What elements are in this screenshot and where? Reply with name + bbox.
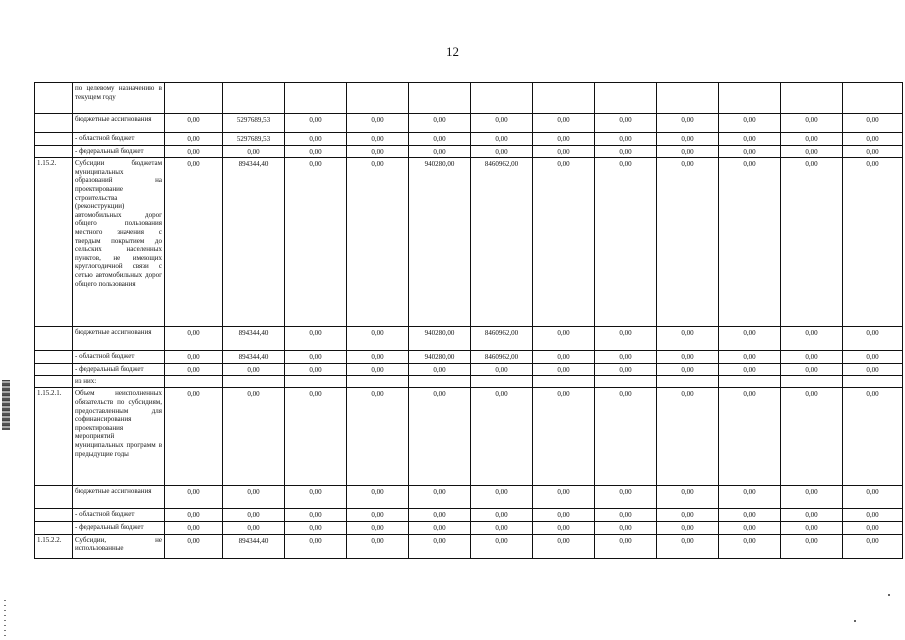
row-code [35,376,73,388]
value-cell [657,376,719,388]
value-cell: 0,00 [409,388,471,486]
value-cell: 0,00 [719,509,781,522]
value-cell [595,376,657,388]
value-cell: 0,00 [347,363,409,376]
value-cell: 8460962,00 [471,351,533,364]
value-cell: 0,00 [533,521,595,534]
value-cell: 0,00 [719,388,781,486]
row-description: - областной бюджет [73,509,165,522]
value-cell: 0,00 [285,114,347,133]
row-description: Субсидии бюджетам муниципальных образований на проектирование строительства (реконструкции) автомобильных дорог общего пользования местного значения с твердым покрытием до сельских населенных пунктов, не имеющих круглогодичной связи с сетью автомобильных дорог общего пользования [73,158,165,327]
value-cell: 0,00 [781,114,843,133]
value-cell: 0,00 [719,114,781,133]
value-cell: 0,00 [595,534,657,558]
value-cell [657,83,719,114]
value-cell: 0,00 [595,363,657,376]
value-cell: 0,00 [533,158,595,327]
value-cell: 0,00 [165,158,223,327]
value-cell: 0,00 [843,327,903,351]
value-cell: 0,00 [533,486,595,509]
row-code: 1.15.2.2. [35,534,73,558]
value-cell: 0,00 [471,521,533,534]
value-cell: 940280,00 [409,351,471,364]
value-cell: 0,00 [843,486,903,509]
value-cell [285,83,347,114]
value-cell: 0,00 [347,158,409,327]
value-cell: 0,00 [471,388,533,486]
row-description: по целевому назначению в текущем году [73,83,165,114]
value-cell: 0,00 [285,509,347,522]
value-cell: 940280,00 [409,327,471,351]
value-cell: 0,00 [719,327,781,351]
value-cell: 0,00 [595,509,657,522]
value-cell: 0,00 [843,363,903,376]
value-cell: 0,00 [657,351,719,364]
value-cell: 0,00 [781,521,843,534]
value-cell [165,376,223,388]
value-cell [347,376,409,388]
value-cell: 0,00 [533,388,595,486]
value-cell: 0,00 [533,114,595,133]
value-cell: 0,00 [657,133,719,146]
value-cell: 8460962,00 [471,327,533,351]
page-number: 12 [446,44,459,59]
value-cell: 0,00 [347,327,409,351]
value-cell: 0,00 [781,363,843,376]
value-cell: 0,00 [347,145,409,158]
value-cell: 0,00 [781,388,843,486]
value-cell: 0,00 [719,521,781,534]
value-cell: 0,00 [409,114,471,133]
value-cell: 0,00 [471,114,533,133]
table-row [35,83,903,114]
row-code [35,145,73,158]
value-cell: 0,00 [657,327,719,351]
value-cell: 0,00 [471,145,533,158]
value-cell [223,83,285,114]
value-cell: 0,00 [285,145,347,158]
value-cell: 0,00 [165,145,223,158]
table-row [35,388,903,486]
row-description: бюджетные ассигнования [73,327,165,351]
value-cell: 0,00 [409,145,471,158]
value-cell: 0,00 [285,363,347,376]
value-cell: 0,00 [843,388,903,486]
value-cell: 0,00 [533,145,595,158]
value-cell: 0,00 [843,509,903,522]
row-description: - федеральный бюджет [73,521,165,534]
value-cell: 0,00 [595,388,657,486]
value-cell: 0,00 [165,509,223,522]
value-cell: 0,00 [409,509,471,522]
value-cell: 0,00 [781,351,843,364]
value-cell: 0,00 [347,351,409,364]
row-description: - областной бюджет [73,133,165,146]
row-code: 1.15.2. [35,158,73,327]
value-cell: 0,00 [471,363,533,376]
budget-table [34,82,903,559]
value-cell: 0,00 [719,363,781,376]
value-cell [595,83,657,114]
value-cell [781,376,843,388]
value-cell: 0,00 [657,158,719,327]
value-cell: 0,00 [843,351,903,364]
value-cell: 0,00 [843,133,903,146]
value-cell: 0,00 [471,486,533,509]
value-cell: 0,00 [285,534,347,558]
row-description: - федеральный бюджет [73,363,165,376]
row-description: из них: [73,376,165,388]
value-cell: 0,00 [533,351,595,364]
table-row [35,486,903,509]
table-row [35,363,903,376]
value-cell: 0,00 [781,158,843,327]
row-code [35,509,73,522]
value-cell: 0,00 [657,388,719,486]
value-cell: 0,00 [533,509,595,522]
value-cell: 0,00 [165,114,223,133]
row-description: бюджетные ассигнования [73,486,165,509]
scan-artifact [2,380,10,430]
row-description: Субсидии, не использованные [73,534,165,558]
value-cell: 0,00 [843,534,903,558]
value-cell: 0,00 [595,145,657,158]
value-cell: 0,00 [471,509,533,522]
value-cell: 0,00 [657,486,719,509]
value-cell: 0,00 [223,145,285,158]
value-cell [409,376,471,388]
scan-speck [854,620,856,622]
value-cell: 0,00 [165,388,223,486]
value-cell: 0,00 [409,486,471,509]
value-cell [471,83,533,114]
value-cell [533,83,595,114]
row-code [35,114,73,133]
value-cell: 0,00 [533,133,595,146]
value-cell: 0,00 [409,133,471,146]
value-cell: 5297689,53 [223,114,285,133]
row-code [35,363,73,376]
table-row [35,327,903,351]
value-cell: 0,00 [409,534,471,558]
value-cell: 0,00 [781,327,843,351]
table-row [35,534,903,558]
table-row [35,351,903,364]
scan-speck [888,594,890,596]
value-cell [843,376,903,388]
value-cell: 0,00 [165,133,223,146]
value-cell: 940280,00 [409,158,471,327]
value-cell: 0,00 [781,145,843,158]
value-cell: 0,00 [781,486,843,509]
value-cell: 0,00 [719,145,781,158]
scan-artifact-dots [4,600,6,636]
value-cell [471,376,533,388]
table-row [35,376,903,388]
value-cell [285,376,347,388]
table-row [35,145,903,158]
value-cell: 0,00 [843,521,903,534]
value-cell: 0,00 [533,363,595,376]
table-row [35,158,903,327]
value-cell: 0,00 [719,351,781,364]
value-cell: 0,00 [223,509,285,522]
value-cell: 0,00 [285,486,347,509]
value-cell: 0,00 [595,114,657,133]
row-code: 1.15.2.1. [35,388,73,486]
value-cell: 8460962,00 [471,158,533,327]
value-cell: 0,00 [533,534,595,558]
value-cell: 0,00 [533,327,595,351]
value-cell: 0,00 [843,158,903,327]
value-cell: 0,00 [347,388,409,486]
value-cell: 0,00 [285,521,347,534]
value-cell: 0,00 [781,509,843,522]
value-cell: 0,00 [719,486,781,509]
value-cell: 0,00 [843,114,903,133]
value-cell: 894344,40 [223,351,285,364]
value-cell: 0,00 [657,534,719,558]
table-row [35,521,903,534]
value-cell: 0,00 [223,521,285,534]
value-cell: 0,00 [595,351,657,364]
value-cell: 0,00 [595,486,657,509]
row-code [35,327,73,351]
value-cell [843,83,903,114]
value-cell: 0,00 [285,158,347,327]
value-cell: 0,00 [781,133,843,146]
value-cell: 0,00 [347,114,409,133]
row-code [35,83,73,114]
row-description: - федеральный бюджет [73,145,165,158]
value-cell: 0,00 [347,534,409,558]
row-code [35,351,73,364]
value-cell: 894344,40 [223,327,285,351]
value-cell: 0,00 [471,133,533,146]
value-cell: 0,00 [471,534,533,558]
value-cell: 0,00 [223,388,285,486]
value-cell: 0,00 [347,486,409,509]
value-cell: 0,00 [657,509,719,522]
value-cell: 0,00 [719,534,781,558]
value-cell: 0,00 [223,363,285,376]
value-cell: 0,00 [719,158,781,327]
value-cell: 0,00 [595,327,657,351]
table-body [35,83,903,559]
value-cell: 0,00 [285,133,347,146]
value-cell: 0,00 [719,133,781,146]
value-cell [719,376,781,388]
value-cell: 0,00 [165,486,223,509]
value-cell: 0,00 [285,351,347,364]
value-cell: 0,00 [285,388,347,486]
row-code [35,133,73,146]
value-cell [347,83,409,114]
row-description: - областной бюджет [73,351,165,364]
value-cell [165,83,223,114]
value-cell: 0,00 [409,521,471,534]
value-cell: 0,00 [657,521,719,534]
value-cell: 0,00 [285,327,347,351]
value-cell: 0,00 [843,145,903,158]
value-cell: 0,00 [657,145,719,158]
value-cell: 0,00 [223,486,285,509]
value-cell [719,83,781,114]
row-description: Объем неисполненных обязательств по субсидиям, предоставленным для софинансирования проектирования мероприятий муниципальных программ в предыдущие годы [73,388,165,486]
row-code [35,486,73,509]
value-cell [223,376,285,388]
value-cell: 0,00 [347,521,409,534]
value-cell: 0,00 [595,521,657,534]
value-cell [781,83,843,114]
value-cell: 0,00 [595,158,657,327]
value-cell: 894344,40 [223,534,285,558]
value-cell: 5297689,53 [223,133,285,146]
table-row [35,133,903,146]
value-cell: 894344,40 [223,158,285,327]
value-cell: 0,00 [657,114,719,133]
value-cell: 0,00 [165,351,223,364]
value-cell: 0,00 [165,521,223,534]
value-cell: 0,00 [347,133,409,146]
value-cell: 0,00 [165,363,223,376]
value-cell [409,83,471,114]
value-cell: 0,00 [409,363,471,376]
value-cell: 0,00 [165,534,223,558]
table-row [35,509,903,522]
row-description: бюджетные ассигнования [73,114,165,133]
value-cell: 0,00 [595,133,657,146]
value-cell: 0,00 [781,534,843,558]
value-cell [533,376,595,388]
value-cell: 0,00 [347,509,409,522]
value-cell: 0,00 [165,327,223,351]
row-code [35,521,73,534]
table-row [35,114,903,133]
value-cell: 0,00 [657,363,719,376]
